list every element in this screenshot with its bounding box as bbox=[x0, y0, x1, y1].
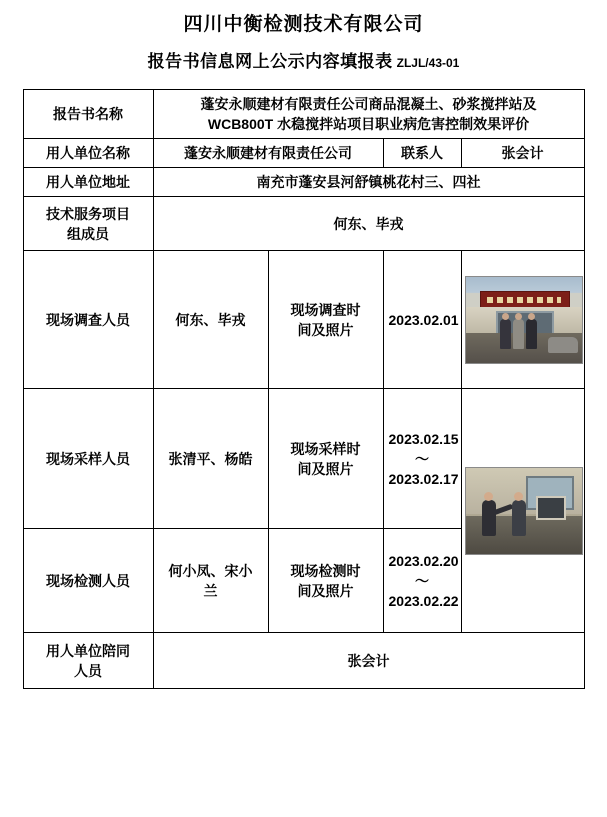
site-testing-time-label bbox=[268, 529, 383, 633]
table-row-site-survey bbox=[23, 251, 584, 389]
site-survey-photo bbox=[465, 276, 583, 364]
site-sampling-time-label-line2: 间及照片 bbox=[297, 460, 354, 477]
site-sampling-photo-cell bbox=[461, 389, 584, 633]
report-name-line1: 蓬安永顺建材有限责任公司商品混凝土、砂浆搅拌站及 bbox=[200, 96, 537, 112]
contact-person-label: 联系人 bbox=[383, 139, 461, 168]
accompanying-value: 张会计 bbox=[153, 633, 584, 689]
accompanying-label bbox=[23, 633, 153, 689]
site-sampling-photo bbox=[465, 467, 583, 555]
team-members-label bbox=[23, 197, 153, 251]
report-name-line2: WCB800T 水稳搅拌站项目职业病危害控制效果评价 bbox=[207, 116, 530, 132]
employer-name-value: 蓬安永顺建材有限责任公司 bbox=[153, 139, 383, 168]
table-row-site-sampling bbox=[23, 389, 584, 529]
site-testing-label: 现场检测人员 bbox=[23, 529, 153, 633]
form-code: ZLJL/43-01 bbox=[396, 56, 460, 70]
site-testing-dates bbox=[383, 529, 461, 633]
table-row-report-name bbox=[23, 90, 584, 139]
employer-name-label: 用人单位名称 bbox=[23, 139, 153, 168]
table-row-employer-name bbox=[23, 139, 584, 168]
employer-address-value: 南充市蓬安县河舒镇桃花村三、四社 bbox=[153, 168, 584, 197]
site-testing-personnel bbox=[153, 529, 268, 633]
table-row-accompanying bbox=[23, 633, 584, 689]
site-survey-time-label-line2: 间及照片 bbox=[297, 321, 354, 338]
site-testing-date-separator: ～ bbox=[415, 572, 429, 589]
site-sampling-date-end: 2023.02.17 bbox=[388, 470, 459, 487]
photo-worker-2 bbox=[512, 500, 526, 536]
photo-monitor bbox=[536, 496, 566, 520]
report-name-label: 报告书名称 bbox=[23, 90, 153, 139]
site-survey-time-label-line1: 现场调查时 bbox=[290, 301, 361, 318]
table-row-team-members bbox=[23, 197, 584, 251]
accompanying-label-line2: 人员 bbox=[74, 662, 102, 679]
photo-person-3 bbox=[526, 319, 537, 349]
report-info-table bbox=[23, 89, 585, 689]
site-testing-time-label-line1: 现场检测时 bbox=[290, 562, 361, 579]
table-row-employer-address bbox=[23, 168, 584, 197]
team-members-value: 何东、毕戎 bbox=[153, 197, 584, 251]
team-members-label-line2: 组成员 bbox=[67, 225, 109, 242]
employer-address-label: 用人单位地址 bbox=[23, 168, 153, 197]
site-sampling-time-label bbox=[268, 389, 383, 529]
site-sampling-personnel: 张清平、杨皓 bbox=[153, 389, 268, 529]
photo-person-1 bbox=[500, 319, 511, 349]
site-survey-time-label bbox=[268, 251, 383, 389]
form-title-line bbox=[0, 50, 607, 75]
accompanying-label-line1: 用人单位陪同 bbox=[46, 642, 130, 659]
site-testing-date-start: 2023.02.20 bbox=[388, 552, 459, 569]
site-survey-date: 2023.02.01 bbox=[383, 251, 461, 389]
site-survey-label: 现场调查人员 bbox=[23, 251, 153, 389]
site-sampling-time-label-line1: 现场采样时 bbox=[290, 440, 361, 457]
site-sampling-label: 现场采样人员 bbox=[23, 389, 153, 529]
photo-vehicle bbox=[548, 337, 578, 353]
company-title: 四川中衡检测技术有限公司 bbox=[183, 14, 424, 35]
site-survey-personnel: 何东、毕戎 bbox=[153, 251, 268, 389]
site-testing-personnel-line2: 兰 bbox=[203, 582, 218, 599]
site-sampling-date-start: 2023.02.15 bbox=[388, 430, 459, 447]
contact-person-value: 张会计 bbox=[461, 139, 584, 168]
report-name-value bbox=[153, 90, 584, 139]
site-survey-photo-cell bbox=[461, 251, 584, 389]
document-page bbox=[0, 12, 607, 817]
site-testing-time-label-line2: 间及照片 bbox=[297, 582, 354, 599]
form-title: 报告书信息网上公示内容填报表 bbox=[147, 52, 393, 71]
photo-worker-1 bbox=[482, 500, 496, 536]
site-testing-date-end: 2023.02.22 bbox=[388, 592, 459, 609]
site-sampling-date-separator: ～ bbox=[415, 450, 429, 467]
site-testing-personnel-line1: 何小凤、宋小 bbox=[168, 562, 253, 579]
team-members-label-line1: 技术服务项目 bbox=[46, 205, 130, 222]
photo-person-2 bbox=[513, 319, 524, 349]
site-sampling-dates bbox=[383, 389, 461, 529]
